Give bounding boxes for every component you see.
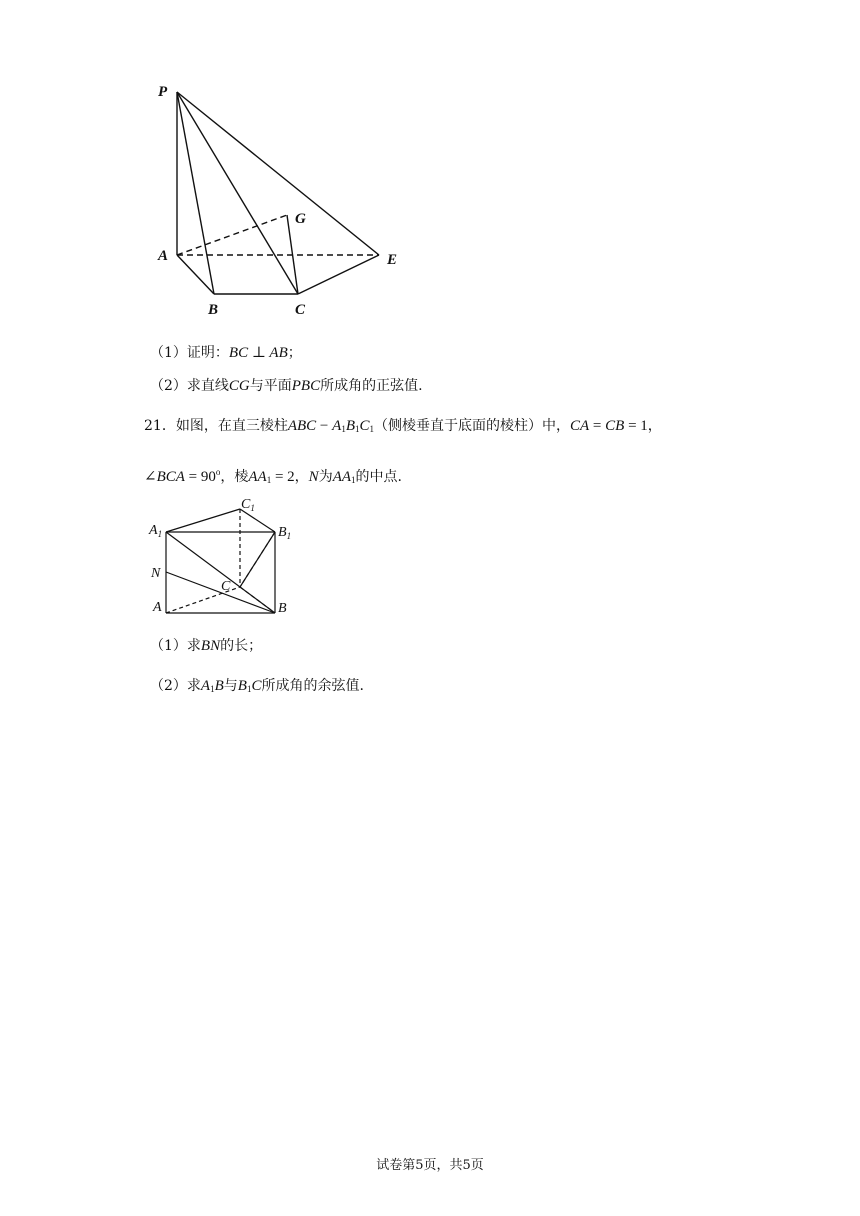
q21-paren: （侧棱垂直于底面的棱柱）中， xyxy=(374,418,570,434)
q21-part1-suffix: 的长； xyxy=(220,638,263,654)
q20-part2-cg: CG xyxy=(228,378,250,394)
q20-part2-suffix: 所成角的正弦值. xyxy=(320,378,423,394)
q21-intro: 如图，在直三棱柱 xyxy=(175,418,288,434)
q21-prism-minus: − xyxy=(316,418,333,434)
q21-eq2: = 1 xyxy=(624,418,648,434)
label-C: C xyxy=(221,579,231,594)
label-B1: $B_1$ xyxy=(278,525,292,541)
q21-eq3: = $90^o$ xyxy=(184,467,221,485)
q21-part2-b1c: $B_1C$ xyxy=(237,678,262,694)
q21-eq1: = xyxy=(589,418,606,434)
figure-prism xyxy=(145,495,305,620)
q21-line1 xyxy=(144,416,662,439)
q21-part2-prefix: （2）求 xyxy=(150,678,201,694)
q21-prism-a1: $A_1$ xyxy=(332,418,346,434)
q21-part2-mid: 与 xyxy=(223,678,238,694)
q21-line2 xyxy=(144,462,402,490)
q21-aa1: $AA_1$ xyxy=(248,469,272,485)
label-E: E xyxy=(387,252,398,268)
q21-prism-c1: $C_1$ xyxy=(359,418,374,434)
q21-eq4: = 2 xyxy=(271,469,295,485)
label-A: A xyxy=(153,600,162,615)
q20-part2-prefix: （2）求直线 xyxy=(150,378,229,394)
q21-part1 xyxy=(150,636,262,656)
q21-edge-text: ，棱 xyxy=(220,469,249,485)
q21-angle: ∠BCA xyxy=(144,469,185,485)
label-B: B xyxy=(208,302,219,318)
edge-PE xyxy=(177,92,379,255)
q20-part1-expr: BC ⊥ AB xyxy=(228,345,288,361)
label-C: C xyxy=(295,302,306,318)
q20-part2 xyxy=(150,376,423,396)
q21-prism-abc: ABC xyxy=(287,418,317,434)
q21-part2-suffix: 所成角的余弦值. xyxy=(261,678,364,694)
q21-comma: ， xyxy=(647,418,662,434)
figure-pyramid xyxy=(150,75,410,325)
q20-part1-suffix: ； xyxy=(287,345,302,361)
label-A1: $A_1$ xyxy=(149,523,163,539)
q20-part1 xyxy=(150,343,302,363)
q20-part1-prefix: （1）证明： xyxy=(150,345,229,361)
q21-n-var: N xyxy=(308,469,319,485)
q21-part1-prefix: （1）求 xyxy=(150,638,201,654)
label-G: G xyxy=(295,211,306,227)
q21-ca: CA xyxy=(570,418,590,434)
q21-part2 xyxy=(150,676,364,699)
q21-cb: CB xyxy=(605,418,625,434)
label-P: P xyxy=(158,84,168,100)
q20-part2-mid: 与平面 xyxy=(249,378,292,394)
page-footer: 试卷第5页，共5页 xyxy=(376,1158,484,1173)
q21-n-end: 的中点. xyxy=(355,469,402,485)
label-C1: $C_1$ xyxy=(241,497,255,513)
q21-n-text: ， xyxy=(294,469,309,485)
q21-n-mid: 为 xyxy=(318,469,333,485)
q21-number: 21． xyxy=(144,418,176,434)
label-B: B xyxy=(278,601,287,616)
label-A: A xyxy=(158,248,169,264)
edge-A1C1 xyxy=(166,509,240,532)
edge-CE xyxy=(298,255,379,294)
q20-part2-pbc: PBC xyxy=(291,378,321,394)
q21-part1-bn: BN xyxy=(200,638,221,654)
q21-prism-b1: $B_1$ xyxy=(345,418,360,434)
q21-part2-a1b: $A_1B$ xyxy=(200,678,224,694)
edge-C1B1 xyxy=(240,509,275,532)
label-N: N xyxy=(151,566,161,581)
q21-aa1-second: $AA_1$ xyxy=(332,469,356,485)
